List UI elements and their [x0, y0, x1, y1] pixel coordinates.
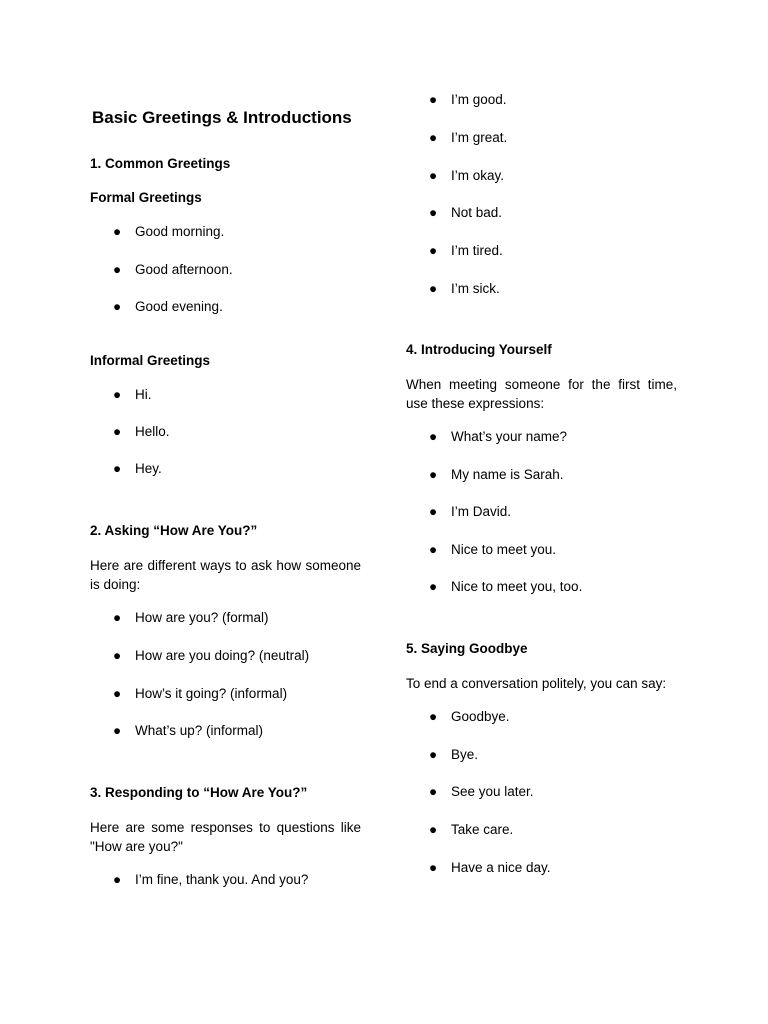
bullet-icon: ●	[113, 872, 122, 887]
section-intro-introducing: When meeting someone for the first time, use these expressions:	[406, 377, 677, 411]
section-heading-introducing: 4. Introducing Yourself	[406, 342, 552, 357]
bullet-icon: ●	[429, 579, 438, 594]
bullet-icon: ●	[113, 648, 122, 663]
bullet-icon: ●	[113, 461, 122, 476]
bullet-icon: ●	[429, 504, 438, 519]
section-heading-goodbye: 5. Saying Goodbye	[406, 641, 528, 656]
bullet-icon: ●	[113, 424, 122, 439]
bullet-icon: ●	[429, 467, 438, 482]
section-intro-goodbye: To end a conversation politely, you can say:	[406, 676, 667, 691]
bullet-icon: ●	[429, 130, 438, 145]
section-heading-common-greetings: 1. Common Greetings	[90, 156, 231, 171]
bullet-icon: ●	[113, 387, 122, 402]
section-heading-asking: 2. Asking “How Are You?”	[90, 523, 258, 538]
section-heading-responding: 3. Responding to “How Are You?”	[90, 785, 308, 800]
bullet-icon: ●	[429, 429, 438, 444]
bullet-icon: ●	[429, 747, 438, 762]
bullet-icon: ●	[429, 92, 438, 107]
bullet-icon: ●	[113, 723, 122, 738]
bullet-icon: ●	[113, 299, 122, 314]
bullet-icon: ●	[429, 281, 438, 296]
bullet-icon: ●	[113, 262, 122, 277]
bullet-icon: ●	[113, 686, 122, 701]
bullet-icon: ●	[429, 205, 438, 220]
bullet-icon: ●	[429, 168, 438, 183]
bullet-icon: ●	[429, 784, 438, 799]
subheading-formal-greetings: Formal Greetings	[90, 190, 202, 205]
bullet-icon: ●	[429, 243, 438, 258]
page-title: Basic Greetings & Introductions	[92, 108, 352, 127]
bullet-icon: ●	[429, 709, 438, 724]
subheading-informal-greetings: Informal Greetings	[90, 353, 211, 368]
section-intro-asking: Here are different ways to ask how someone is doing:	[90, 558, 361, 592]
bullet-icon: ●	[429, 542, 438, 557]
bullet-icon: ●	[113, 224, 122, 239]
bullet-icon: ●	[113, 610, 122, 625]
bullet-icon: ●	[429, 822, 438, 837]
bullet-icon: ●	[429, 860, 438, 875]
section-intro-responding: Here are some responses to questions like "How are you?"	[90, 820, 361, 854]
